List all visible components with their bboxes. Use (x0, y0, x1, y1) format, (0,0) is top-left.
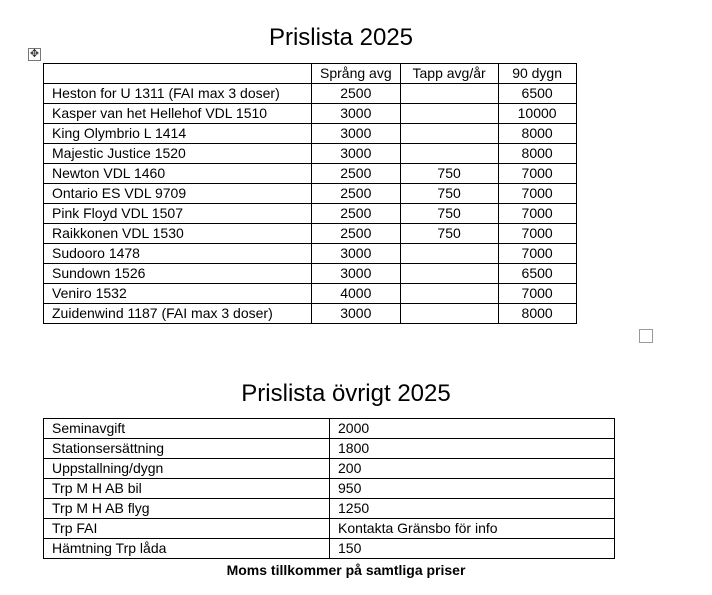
price-cell[interactable]: 750 (400, 204, 498, 224)
table-row (44, 304, 577, 324)
price-cell[interactable] (400, 264, 498, 284)
price-cell[interactable]: 3000 (312, 244, 401, 264)
price-cell[interactable]: 10000 (498, 104, 576, 124)
header-cell[interactable]: 90 dygn (498, 64, 576, 84)
price-cell[interactable]: 750 (400, 164, 498, 184)
item-price-cell[interactable]: 950 (330, 479, 615, 499)
table-row (44, 244, 577, 264)
table-move-icon[interactable]: ✥ (29, 48, 40, 60)
stallion-name-cell[interactable]: Majestic Justice 1520 (44, 144, 312, 164)
stallion-name-cell[interactable]: Raikkonen VDL 1530 (44, 224, 312, 244)
price-cell[interactable] (400, 124, 498, 144)
header-cell[interactable]: Språng avg (312, 64, 401, 84)
stallion-name-cell[interactable]: Zuidenwind 1187 (FAI max 3 doser) (44, 304, 312, 324)
table-row (44, 164, 577, 184)
table-row (44, 519, 615, 539)
stallion-name-cell[interactable]: Sudooro 1478 (44, 244, 312, 264)
price-cell[interactable]: 3000 (312, 144, 401, 164)
table-row (44, 224, 577, 244)
item-name-cell[interactable]: Trp M H AB flyg (44, 499, 330, 519)
price-cell[interactable] (400, 304, 498, 324)
price-cell[interactable]: 2500 (312, 184, 401, 204)
stallion-name-cell[interactable]: Newton VDL 1460 (44, 164, 312, 184)
item-name-cell[interactable]: Trp M H AB bil (44, 479, 330, 499)
table-row (44, 459, 615, 479)
table-row (44, 284, 577, 304)
stallion-name-cell[interactable]: Ontario ES VDL 9709 (44, 184, 312, 204)
vat-note: Moms tillkommer på samtliga priser (226, 562, 466, 578)
price-cell[interactable]: 750 (400, 224, 498, 244)
stallion-name-cell[interactable]: Veniro 1532 (44, 284, 312, 304)
price-cell[interactable]: 7000 (498, 204, 576, 224)
table-row (44, 479, 615, 499)
price-cell[interactable] (400, 284, 498, 304)
price-list-title: Prislista 2025 (268, 24, 414, 51)
table-row (44, 264, 577, 284)
item-price-cell[interactable]: 1250 (330, 499, 615, 519)
item-price-cell[interactable]: Kontakta Gränsbo för info (330, 519, 615, 539)
header-cell[interactable] (44, 64, 312, 84)
table-header-row (44, 64, 577, 84)
price-cell[interactable]: 7000 (498, 284, 576, 304)
price-cell[interactable] (400, 144, 498, 164)
price-cell[interactable]: 8000 (498, 144, 576, 164)
item-price-cell[interactable]: 200 (330, 459, 615, 479)
item-price-cell[interactable]: 2000 (330, 419, 615, 439)
price-cell[interactable]: 8000 (498, 304, 576, 324)
item-name-cell[interactable]: Uppstallning/dygn (44, 459, 330, 479)
price-cell[interactable]: 2500 (312, 164, 401, 184)
item-name-cell[interactable]: Stationsersättning (44, 439, 330, 459)
stallion-name-cell[interactable]: Sundown 1526 (44, 264, 312, 284)
header-cell[interactable]: Tapp avg/år (400, 64, 498, 84)
table-row (44, 104, 577, 124)
table-row (44, 144, 577, 164)
table-row (44, 84, 577, 104)
price-cell[interactable]: 3000 (312, 104, 401, 124)
table-row (44, 204, 577, 224)
price-cell[interactable]: 8000 (498, 124, 576, 144)
other-list-title: Prislista övrigt 2025 (241, 380, 451, 407)
table-row (44, 439, 615, 459)
stallion-name-cell[interactable]: King Olymbrio L 1414 (44, 124, 312, 144)
table-row (44, 419, 615, 439)
stallion-name-cell[interactable]: Pink Floyd VDL 1507 (44, 204, 312, 224)
table-resize-icon[interactable] (639, 329, 653, 343)
price-cell[interactable] (400, 104, 498, 124)
other-price-table (43, 418, 615, 559)
price-table (43, 63, 577, 324)
table-row (44, 184, 577, 204)
price-cell[interactable]: 2500 (312, 204, 401, 224)
price-cell[interactable]: 7000 (498, 184, 576, 204)
price-cell[interactable]: 7000 (498, 164, 576, 184)
table-row (44, 124, 577, 144)
price-cell[interactable]: 6500 (498, 84, 576, 104)
price-cell[interactable]: 2500 (312, 84, 401, 104)
price-cell[interactable] (400, 244, 498, 264)
item-name-cell[interactable]: Seminavgift (44, 419, 330, 439)
item-price-cell[interactable]: 1800 (330, 439, 615, 459)
table-row (44, 499, 615, 519)
price-cell[interactable]: 750 (400, 184, 498, 204)
table-row (44, 539, 615, 559)
price-cell[interactable]: 7000 (498, 224, 576, 244)
stallion-name-cell[interactable]: Kasper van het Hellehof VDL 1510 (44, 104, 312, 124)
price-cell[interactable]: 6500 (498, 264, 576, 284)
price-cell[interactable]: 3000 (312, 304, 401, 324)
price-cell[interactable]: 2500 (312, 224, 401, 244)
price-cell[interactable]: 7000 (498, 244, 576, 264)
price-cell[interactable]: 3000 (312, 124, 401, 144)
price-cell[interactable]: 3000 (312, 264, 401, 284)
price-cell[interactable]: 4000 (312, 284, 401, 304)
item-name-cell[interactable]: Hämtning Trp låda (44, 539, 330, 559)
item-name-cell[interactable]: Trp FAI (44, 519, 330, 539)
price-cell[interactable] (400, 84, 498, 104)
item-price-cell[interactable]: 150 (330, 539, 615, 559)
stallion-name-cell[interactable]: Heston for U 1311 (FAI max 3 doser) (44, 84, 312, 104)
